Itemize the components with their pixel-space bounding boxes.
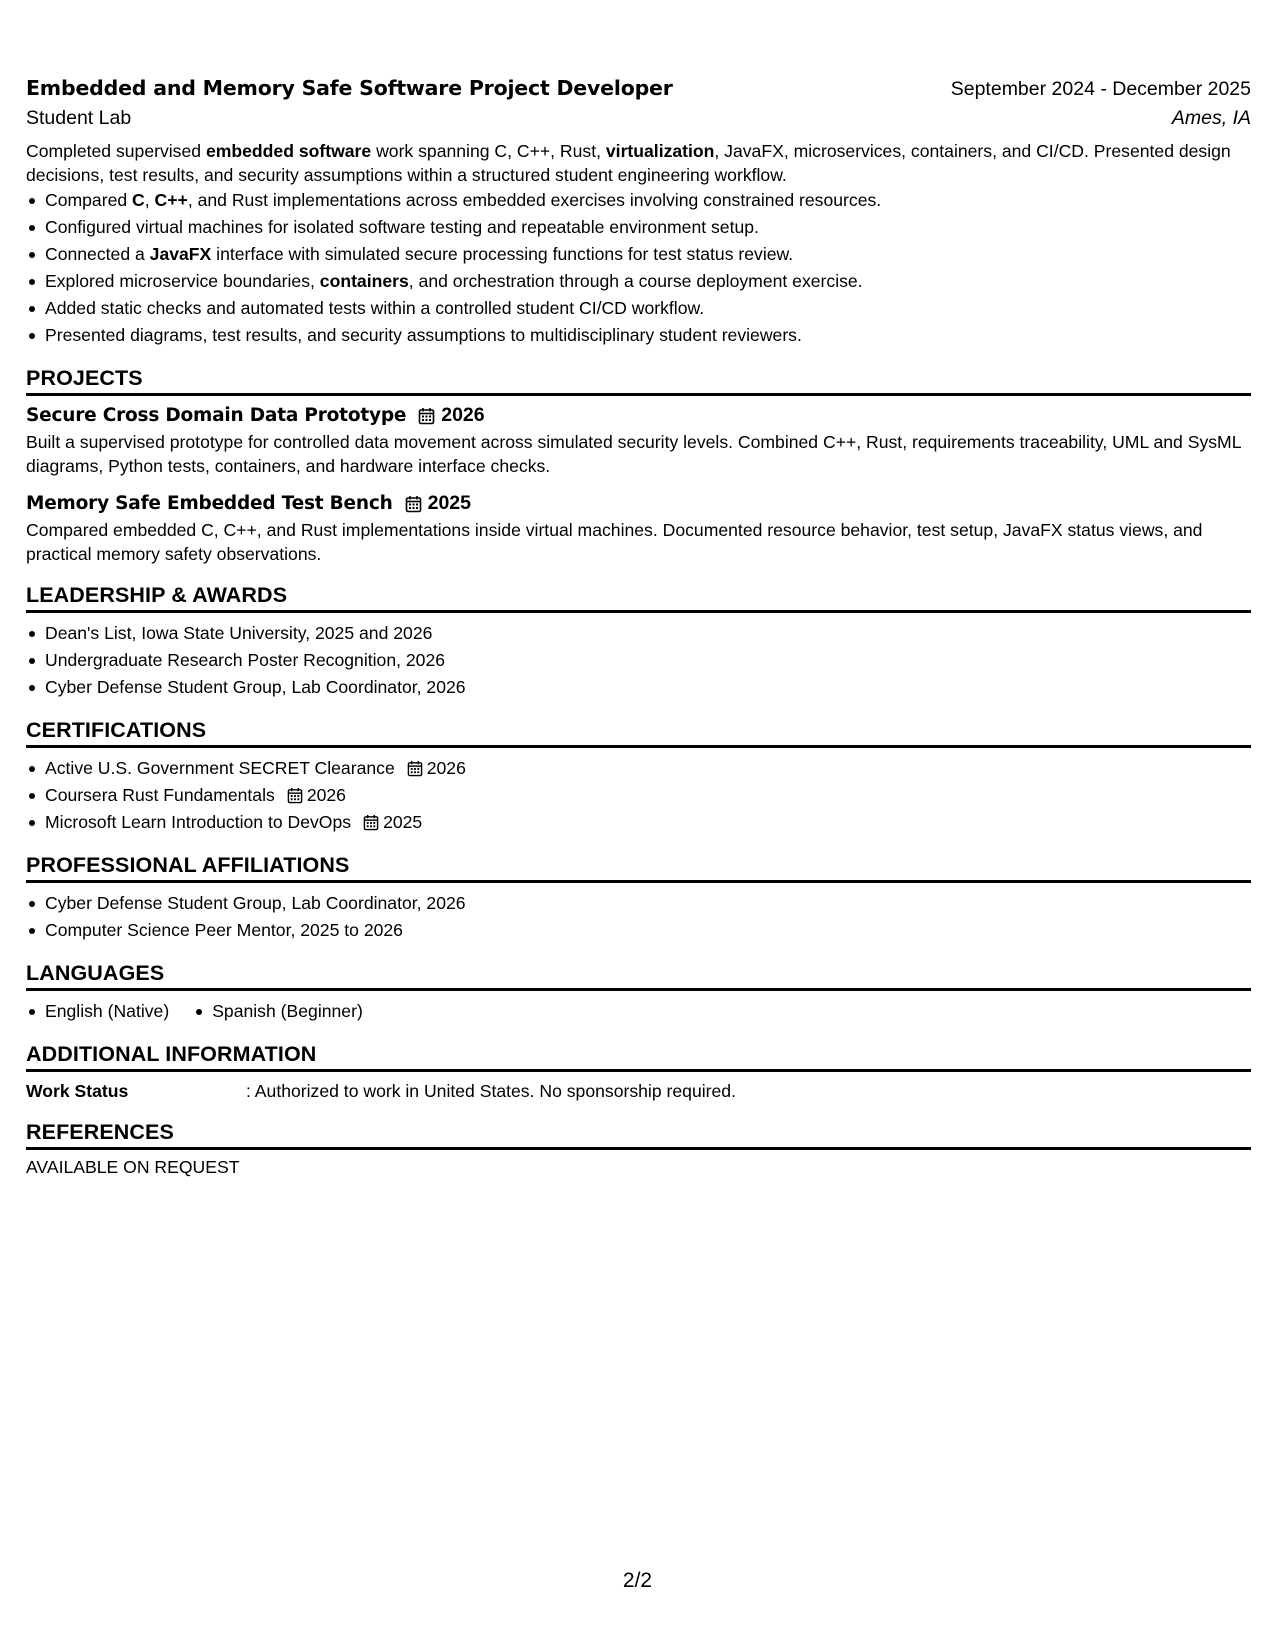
summary-keyword: embedded software — [205, 141, 372, 161]
bullet-text: Explored microservice boundaries, — [45, 271, 320, 291]
summary-text: Completed supervised — [26, 141, 206, 161]
summary-keyword: virtualization — [605, 141, 715, 161]
list-item: Dean's List, Iowa State University, 2025 and 2026 — [26, 620, 1251, 647]
list-item: Computer Science Peer Mentor, 2025 to 2026 — [26, 917, 1251, 944]
project-header — [26, 492, 1251, 515]
list-item: Cyber Defense Student Group, Lab Coordinator, 2026 — [26, 674, 1251, 701]
list-item — [26, 755, 1251, 782]
calendar-icon — [363, 814, 379, 831]
section-title-references: REFERENCES — [26, 1120, 1251, 1150]
job-location: Ames, IA — [1171, 107, 1251, 129]
list-item: Cyber Defense Student Group, Lab Coordinator, 2026 — [26, 890, 1251, 917]
list-item: Added static checks and automated tests within a controlled student CI/CD workflow. — [26, 295, 1251, 322]
section-title-additional: ADDITIONAL INFORMATION — [26, 1042, 1251, 1072]
bullet-keyword: JavaFX — [149, 244, 212, 264]
certification-name: Microsoft Learn Introduction to DevOps — [45, 812, 352, 832]
list-item — [26, 782, 1251, 809]
resume-page — [26, 76, 1251, 1178]
summary-text: , JavaFX, microservices, containers, and CI/CD. Presented design decisions, test results, and security assumptions within a structured student engineering workflow. — [26, 141, 1231, 185]
certification-year: 2026 — [306, 785, 346, 805]
list-item — [26, 809, 1251, 836]
bullet-keyword: C — [132, 190, 145, 210]
job-organization: Student Lab — [26, 107, 132, 129]
references-text: AVAILABLE ON REQUEST — [26, 1157, 240, 1177]
experience-header — [26, 76, 1251, 101]
leadership-list — [26, 620, 1251, 701]
section-title-affiliations: PROFESSIONAL AFFILIATIONS — [26, 853, 1251, 883]
bullet-text: Connected a — [45, 244, 150, 264]
project-description: Compared embedded C, C++, and Rust implementations inside virtual machines. Documented resource behavior, test setup, JavaFX status views, and practical memory safety observations. — [26, 520, 1203, 564]
project-year: 2025 — [427, 492, 471, 514]
list-item: Spanish (Beginner) — [193, 998, 363, 1025]
experience-bullets — [26, 187, 1251, 349]
project-header — [26, 404, 1251, 427]
work-status-value: : Authorized to work in United States. No sponsorship required. — [246, 1081, 736, 1101]
project-description: Built a supervised prototype for controlled data movement across simulated security levels. Combined C++, Rust, requirements traceability, UML and SysML diagrams, Python tests, containers, and hardware interface checks. — [26, 432, 1241, 476]
project-name: Secure Cross Domain Data Prototype — [26, 405, 407, 426]
project-year: 2026 — [441, 404, 485, 426]
list-item: Configured virtual machines for isolated software testing and repeatable environment setup. — [26, 214, 1251, 241]
calendar-icon — [287, 787, 303, 804]
affiliations-list — [26, 890, 1251, 944]
section-title-projects: PROJECTS — [26, 366, 1251, 396]
calendar-icon — [407, 760, 423, 777]
calendar-icon — [405, 495, 422, 513]
section-title-leadership: LEADERSHIP & AWARDS — [26, 583, 1251, 613]
page-number: 2/2 — [622, 1569, 653, 1592]
list-item: Undergraduate Research Poster Recognition, 2026 — [26, 647, 1251, 674]
certifications-list — [26, 755, 1251, 836]
list-item: Presented diagrams, test results, and security assumptions to multidisciplinary student reviewers. — [26, 322, 1251, 349]
list-item: English (Native) — [26, 998, 169, 1025]
list-item — [26, 268, 1251, 295]
job-title: Embedded and Memory Safe Software Project Developer — [26, 76, 673, 100]
languages-list — [26, 998, 1251, 1025]
bullet-keyword: C++ — [154, 190, 188, 210]
list-item — [26, 187, 1251, 214]
certification-year: 2025 — [383, 812, 423, 832]
bullet-text: interface with simulated secure processing functions for test status review. — [211, 244, 794, 264]
work-status-label: Work Status — [26, 1081, 129, 1101]
certification-name: Active U.S. Government SECRET Clearance — [45, 758, 395, 778]
list-item — [26, 241, 1251, 268]
job-dates: September 2024 - December 2025 — [950, 78, 1251, 100]
summary-text: work spanning C, C++, Rust, — [371, 141, 606, 161]
certification-name: Coursera Rust Fundamentals — [45, 785, 275, 805]
project-name: Memory Safe Embedded Test Bench — [26, 493, 393, 514]
job-summary — [26, 139, 1251, 187]
section-title-certifications: CERTIFICATIONS — [26, 718, 1251, 748]
bullet-keyword: containers — [319, 271, 409, 291]
calendar-icon — [418, 407, 435, 425]
section-title-languages: LANGUAGES — [26, 961, 1251, 991]
experience-subheader — [26, 107, 1251, 130]
bullet-text: Compared — [45, 190, 133, 210]
work-status-row — [26, 1079, 1251, 1103]
bullet-text: , and orchestration through a course deployment exercise. — [408, 271, 863, 291]
bullet-text: , and Rust implementations across embedded exercises involving constrained resources. — [187, 190, 882, 210]
bullet-text: , — [144, 190, 155, 210]
certification-year: 2026 — [426, 758, 466, 778]
